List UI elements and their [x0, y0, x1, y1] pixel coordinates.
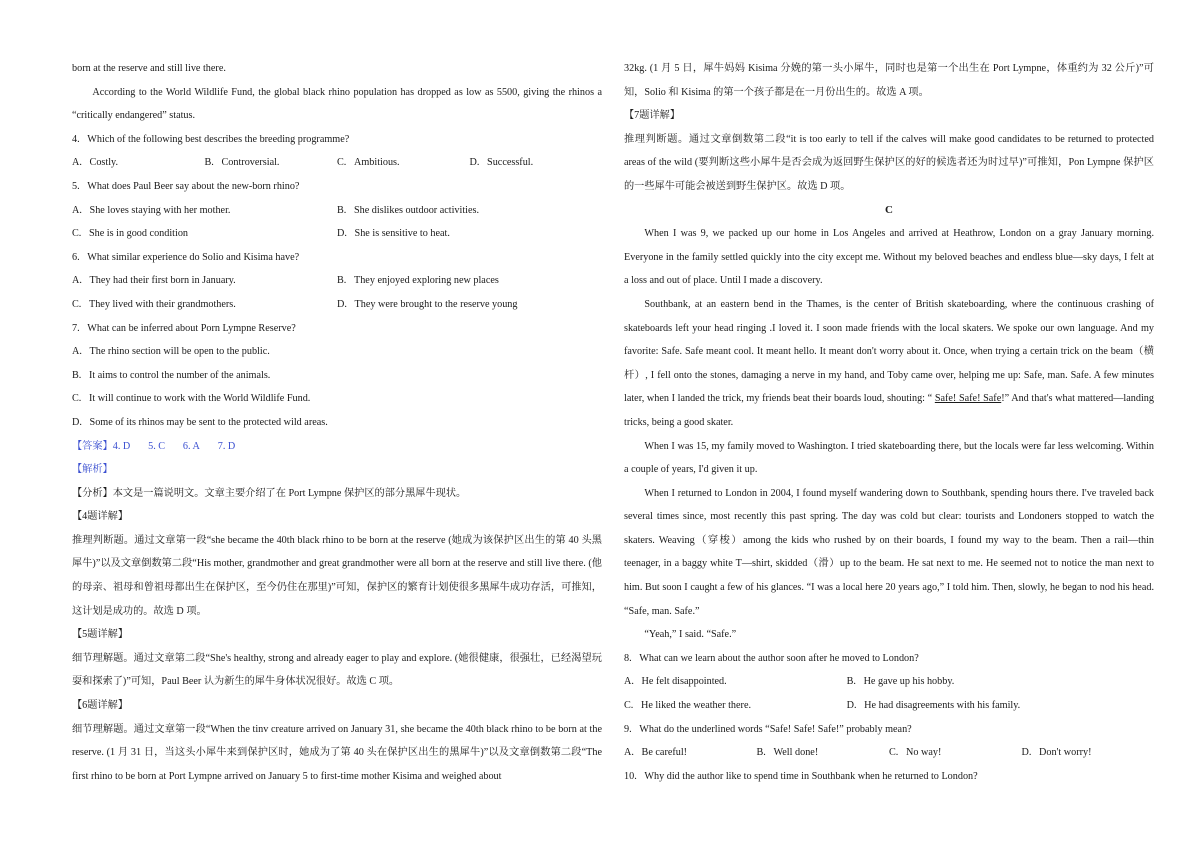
- passage-paragraph-3: When I was 15, my family moved to Washington. I tried skateboarding there, but the locals were far less welcoming. Within a couple of years, I'd given it up.: [624, 440, 1154, 476]
- question-4: 4. Which of the following best describes the breeding programme?: [72, 133, 350, 145]
- passage-paragraph-1: When I was 9, we packed up our home in Los Angeles and arrived at Heathrow, London on a gray January morning. Everyone in the family settled quickly into the city except me. Without my beloved beaches and endless blue—sky days, I felt at a loss and out of place. Until I made a discovery.: [624, 228, 1154, 287]
- detail-6-text: 细节理解题。通过文章第一段“When the tinv creature arrived on January 31, she became the 40th black rhino to be born at the reserve. (1 月 31 日，当这头小犀牛来到保护区时，她成为了第 40 头在保护区出生的黑犀牛)”以及文章倒数第二段“The first rhino to be born at Port Lympne arrived on January 5 to first-time mother Kisima and weighed about: [72, 723, 602, 782]
- option-b: B. She dislikes outdoor activities.: [337, 204, 480, 216]
- question-8-options-row2: [624, 694, 1154, 718]
- underlined-words: Safe! Safe! Safe: [934, 393, 1002, 405]
- analysis-summary: 【分析】本文是一篇说明文。文章主要介绍了在 Port Lympne 保护区的部分黑犀牛现状。: [72, 487, 467, 499]
- detail-5-text: 细节理解题。通过文章第二段“She's healthy, strong and already eager to play and explore. (她很健康，很强壮，已经渴望玩耍和探索了)”可知，Paul Beer 认为新生的犀牛身体状况很好。故选 C 项。: [72, 652, 602, 688]
- option-a: A. Costly.: [72, 157, 119, 169]
- section-heading: C: [885, 203, 893, 216]
- detail-6-title: 【6题详解】: [72, 700, 129, 712]
- option-b: B. Well done!: [756, 747, 819, 759]
- passage-paragraph-2: [624, 293, 1154, 435]
- question-8-options-row1: [624, 670, 1154, 694]
- answer-line: 【答案】4. D 5. C 6. A 7. D: [72, 440, 236, 452]
- option-b: B. Controversial.: [204, 157, 280, 169]
- passage-paragraph: According to the World Wildlife Fund, the global black rhino population has dropped as low as 5500, giving the rhinos a “critically endangered” status.: [72, 86, 602, 122]
- question-6-options-row2: [72, 293, 602, 317]
- option-b: B. They enjoyed exploring new places: [337, 275, 499, 287]
- option-b: B. He gave up his hobby.: [846, 676, 955, 688]
- question-6-options-row1: [72, 269, 602, 293]
- option-c: C. No way!: [889, 747, 942, 759]
- option-d: D. She is sensitive to heat.: [337, 228, 450, 240]
- option-c: C. She is in good condition: [72, 228, 189, 240]
- paragraph-2-end: !” And that's what mattered—landing tricks, being a good skater.: [624, 393, 1154, 428]
- question-8: 8. What can we learn about the author soon after he moved to London?: [624, 652, 919, 664]
- detail-7-text: 推理判断题。通过文章倒数第二段“it is too early to tell if the calves will make good candidates to be returned to protected areas of the wild (要判断这些小犀牛是否会成为返回野生保护区的好的候选者还为时过早)”可推知，Pon Lympne 保护区的一些犀牛可能会被送到野生保护区。故选 D 项。: [624, 133, 1154, 192]
- option-a: A. He felt disappointed.: [624, 676, 727, 688]
- question-10: 10. Why did the author like to spend time in Southbank when he returned to London?: [624, 770, 978, 782]
- detail-5-title: 【5题详解】: [72, 629, 129, 641]
- option-d: D. They were brought to the reserve young: [337, 298, 518, 310]
- question-5-options-row2: [72, 222, 602, 246]
- option-a: A. The rhino section will be open to the public.: [72, 346, 270, 358]
- option-a: A. She loves staying with her mother.: [72, 204, 231, 216]
- option-d: D. Some of its rhinos may be sent to the protected wild areas.: [72, 416, 328, 428]
- passage-paragraph-5: “Yeah,” I said. “Safe.”: [644, 629, 737, 641]
- passage-paragraph-4: When I returned to London in 2004, I found myself wandering down to Southbank, spending hours there. I've traveled back several times since, most recently this past spring. The day was cold but clear: tourists and Londoners stopped to watch the skaters. Weaving（穿梭）among the kids who rushed by on their boards, I found my way to the beam. Then a rail—thin teenager, in a baggy white T—shirt, skidded（滑）up to the beam. He sat next to me. He seemed not to notice the man next to him. But soon I caught a few of his glances. “I was a local here 20 years ago,” I told him. Then, slowly, he began to nod his head. “Safe, man. Safe.”: [624, 487, 1154, 617]
- option-c: C. He liked the weather there.: [624, 700, 752, 712]
- option-c: C. It will continue to work with the World Wildlife Fund.: [72, 393, 311, 405]
- option-c: C. They lived with their grandmothers.: [72, 298, 236, 310]
- option-a: A. They had their first born in January.: [72, 275, 236, 287]
- question-6: 6. What similar experience do Solio and Kisima have?: [72, 251, 300, 263]
- detail-4-title: 【4题详解】: [72, 511, 129, 523]
- option-d: D. Don't worry!: [1021, 747, 1092, 759]
- question-9-options: [624, 741, 1154, 765]
- detail-6-continued: 32kg. (1 月 5 日，犀牛妈妈 Kisima 分娩的第一头小犀牛，同时也是第一个出生在 Port Lympne，体重约为 32 公斤)”可知，Solio 和 Kisima 的第一个孩子都是在一月份出生的。故选 A 项。: [624, 63, 1154, 98]
- option-c: C. Ambitious.: [337, 157, 400, 169]
- question-5: 5. What does Paul Beer say about the new-born rhino?: [72, 180, 300, 192]
- paragraph-2-text: Southbank, at an eastern bend in the Thames, is the center of British skateboarding, where the continuous crashing of skateboards left your head ringing .I loved it. I soon made friends with the local skaters. We spoke our own language. And my favorite: Safe. Safe meant cool. It meant hello. It meant don't worry about it. Once, when trying a certain trick on the beam（横杆）, I fell onto the stones, damaging a nerve in my hand, and Toby came over, helping me up: Safe, man. Safe. A few minutes later, when I landed the trick, my friends beat their boards loud, shouting: “: [624, 298, 1154, 405]
- right-column: [624, 57, 1154, 788]
- option-a: A. Be careful!: [624, 747, 688, 759]
- analysis-label: 【解析】: [72, 464, 113, 476]
- question-5-options-row1: [72, 199, 602, 223]
- option-d: D. He had disagreements with his family.: [846, 700, 1021, 712]
- question-4-options: [72, 151, 602, 175]
- option-b: B. It aims to control the number of the animals.: [72, 369, 271, 381]
- passage-line: born at the reserve and still live there.: [72, 63, 226, 74]
- question-7: 7. What can be inferred about Porn Lympne Reserve?: [72, 322, 296, 334]
- detail-4-text: 推理判断题。通过文章第一段“she became the 40th black rhino to be born at the reserve (她成为该保护区出生的第 40 头黑犀牛)”以及文章倒数第二段“His mother, grandmother and great grandmother were all born at the reserve and still live there. (他的母亲、祖母和曾祖母都出生在保护区，至今仍住在那里)”可知，保护区的繁育计划使很多黑犀牛成功存活，可推知，这计划是成功的。故选 D 项。: [72, 534, 602, 617]
- detail-7-title: 【7题详解】: [624, 110, 681, 122]
- left-column: [72, 57, 602, 788]
- option-d: D. Successful.: [469, 157, 534, 169]
- question-9: 9. What do the underlined words “Safe! Safe! Safe!” probably mean?: [624, 723, 912, 735]
